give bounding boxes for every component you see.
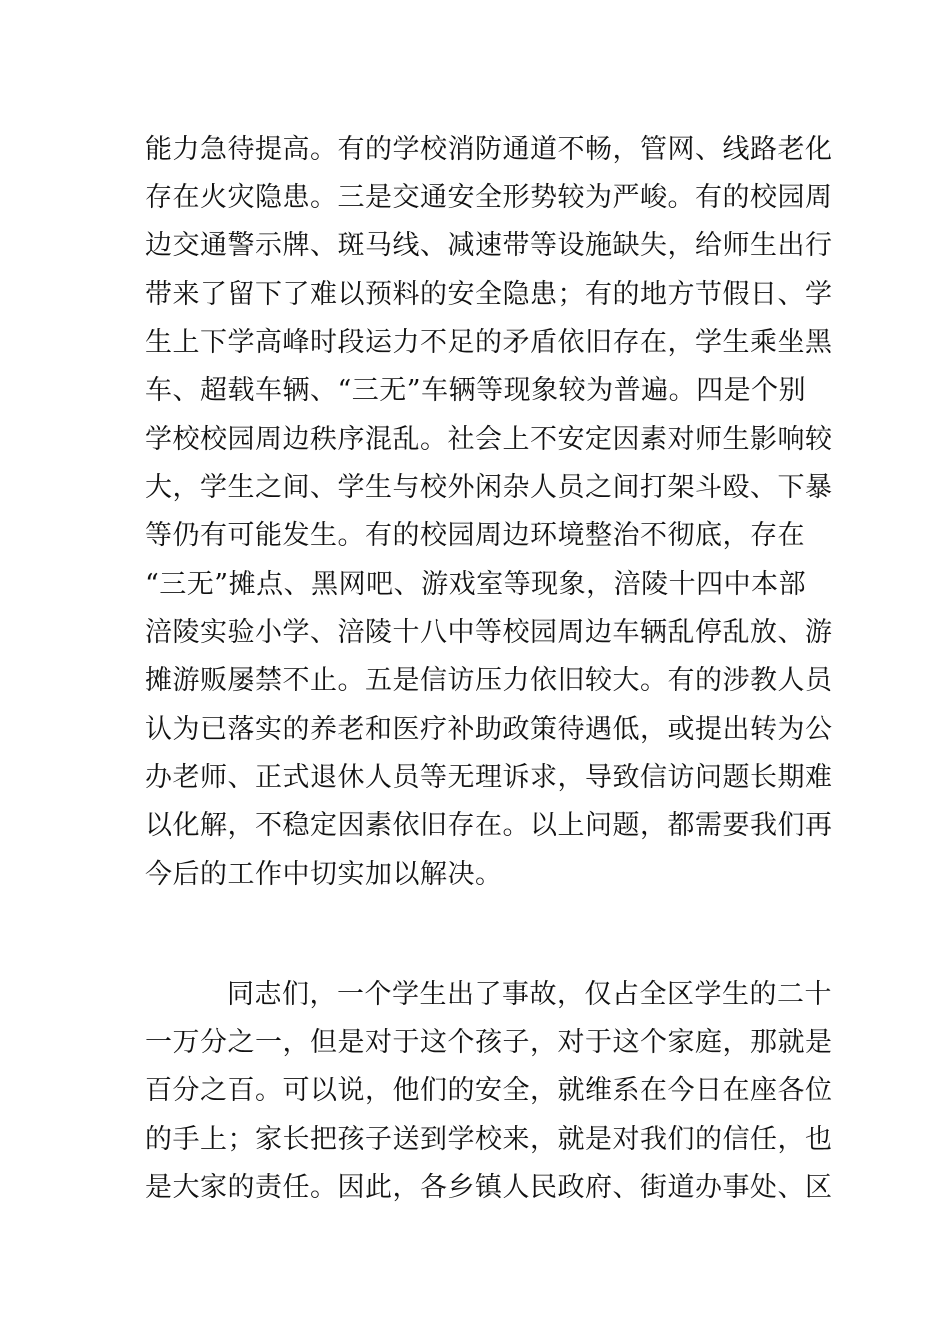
paragraph-1-line: 今后的工作中切实加以解决。 [145, 859, 503, 890]
paragraph-1-line: 等仍有可能发生。有的校园周边环境整治不彻底，存在 [145, 520, 805, 551]
paragraph-1-line: 摊游贩屡禁不止。五是信访压力依旧较大。有的涉教人员 [145, 665, 833, 696]
paragraph-1-line: 边交通警示牌、斑马线、减速带等设施缺失，给师生出行 [145, 230, 833, 261]
paragraph-1-line: 生上下学高峰时段运力不足的矛盾依旧存在，学生乘坐黑 [145, 327, 833, 358]
paragraph-1-line: 带来了留下了难以预料的安全隐患；有的地方节假日、学 [145, 279, 833, 310]
paragraph-1-line: 涪陵实验小学、涪陵十八中等校园周边车辆乱停乱放、游 [145, 617, 833, 648]
paragraph-1-line: 认为已落实的养老和医疗补助政策待遇低，或提出转为公 [145, 714, 833, 745]
paragraph-2-line: 的手上；家长把孩子送到学校来，就是对我们的信任，也 [145, 1124, 833, 1155]
paragraph-1-line: 能力急待提高。有的学校消防通道不畅，管网、线路老化 [145, 134, 833, 165]
paragraph-1-line: 大，学生之间、学生与校外闲杂人员之间打架斗殴、下暴 [145, 472, 833, 503]
paragraph-1-line: 车、超载车辆、“三无”车辆等现象较为普遍。四是个别 [145, 375, 807, 406]
paragraph-2-line: 百分之百。可以说，他们的安全，就维系在今日在座各位 [145, 1075, 833, 1106]
paragraph-1-line: 以化解，不稳定因素依旧存在。以上问题，都需要我们再 [145, 810, 833, 841]
paragraph-1-line: 学校校园周边秩序混乱。社会上不安定因素对师生影响较 [145, 424, 833, 455]
paragraph-2-line: 是大家的责任。因此，各乡镇人民政府、街道办事处、区 [145, 1172, 833, 1203]
paragraph-2-line: 同志们，一个学生出了事故，仅占全区学生的二十 [227, 979, 832, 1010]
paragraph-1-line: 办老师、正式退休人员等无理诉求，导致信访问题长期难 [145, 762, 833, 793]
paragraph-1-line: “三无”摊点、黑网吧、游戏室等现象，涪陵十四中本部 [145, 569, 807, 600]
paragraph-2-line: 一万分之一，但是对于这个孩子，对于这个家庭，那就是 [145, 1027, 833, 1058]
paragraph-1-line: 存在火灾隐患。三是交通安全形势较为严峻。有的校园周 [145, 182, 833, 213]
